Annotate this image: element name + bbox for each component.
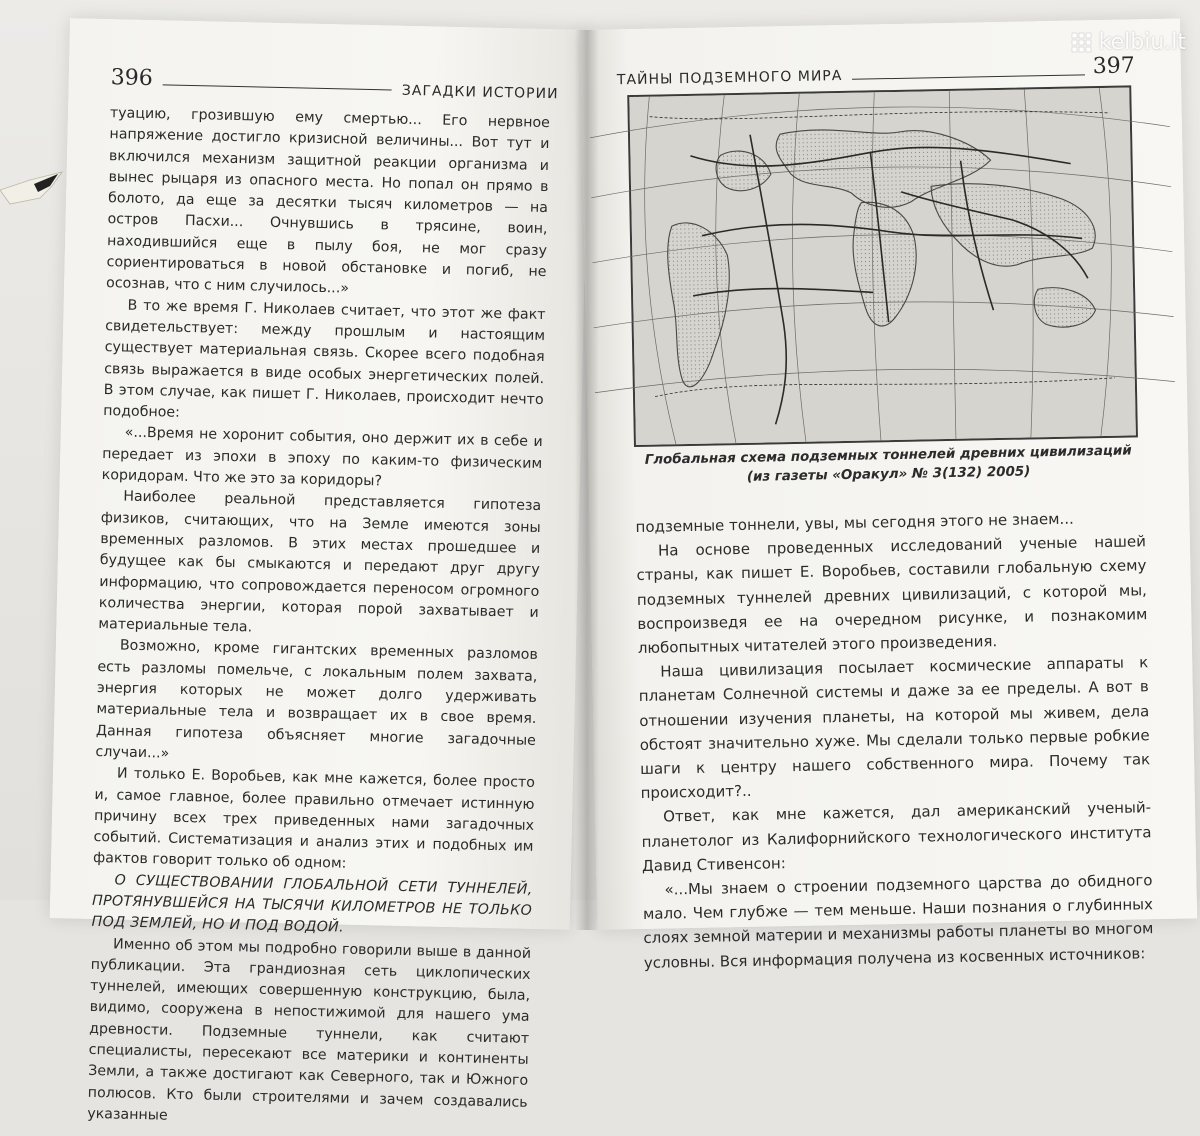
right-running-title: ТАЙНЫ ПОДЗЕМНОГО МИРА — [616, 67, 843, 89]
left-body-text — [87, 103, 550, 1135]
caption-line: (из газеты «Оракул» № 3(132) 2005) — [746, 464, 1031, 485]
caption-line: Глобальная схема подземных тоннелей древних цивилизаций — [644, 443, 1132, 468]
watermark-text: kelbiu.lt — [1098, 30, 1186, 55]
paragraph: подземные тоннели, увы, мы сегодня этого не знаем... — [635, 509, 1074, 537]
left-page-number: 396 — [110, 65, 154, 92]
torn-paper-scrap — [0, 168, 70, 208]
grid-logo-icon — [1071, 32, 1093, 54]
left-page — [50, 18, 590, 1124]
paragraph: И только Е. Воробьев, как мне кажется, более просто и, самое главное, более правильно отмечает истинную причину всех трех приведенных нами загадочных событий. Систематизация и анализ этих и подобных им фактов говорит только об одном: — [92, 765, 536, 873]
paragraph: туацию, грозившую ему смертью... Его нервное напряжение достигло кризисной величины... Вот тут и включился механизм защитной реакции организма и вынес рыцаря из опасного места. Но попал он прямо в болото, да еще за десятки тысяч километров — на остров Пасхи... Очнувшись в трясине, воин, находившийся еще в пылу боя, не мог сразу сориентироваться в новой обстановке и погиб, не осознав, что с ним случилось...» — [105, 105, 551, 297]
right-running-head — [617, 53, 1135, 88]
left-running-title: ЗАГАДКИ ИСТОРИИ — [401, 82, 559, 103]
figure-caption — [628, 441, 1149, 489]
right-body-text — [635, 505, 1154, 975]
left-running-head — [110, 65, 559, 103]
paragraph: Ответ, как мне кажется, дал американский ученый-планетолог из Калифорнийского технологического института Давид Стивенсон: — [641, 798, 1152, 875]
paragraph: Возможно, кроме гигантских временных разломов есть разломы помельче, с локальным полем захвата, энергия которых не может долго удерживать материальные тела и возвращает их в свое время. Данная гипотеза объясняет многие загадочные случаи...» — [95, 637, 538, 762]
paragraph: Наша цивилизация посылает космические аппараты к планетам Солнечной системы и даже за ее пределы. А вот в отношении изучения планеты, на которой мы живем, дела обстоят значительно хуже. Мы сделали только первые робкие шаги к центру нашего собственного мира. Почему так происходит?.. — [638, 653, 1151, 803]
emphasis-paragraph: О СУЩЕСТВОВАНИИ ГЛОБАЛЬНОЙ СЕТИ ТУННЕЛЕЙ, ПРОТЯНУВШЕЙСЯ НА ТЫСЯЧИ КИЛОМЕТРОВ НЕ ТОЛЬКО ПОД ЗЕМЛЕЙ, НО И ПОД ВОДОЙ. — [91, 872, 533, 936]
book-spread — [70, 30, 1200, 1124]
site-watermark — [1071, 30, 1186, 55]
paragraph: «...Время не хоронит события, оно держит их в себе и передает из эпохи в эпоху по каким-то физическим коридорам. Что же это за коридоры? — [101, 425, 543, 490]
paragraph: «...Мы знаем о строении подземного царства до обидного мало. Чем глубже — тем меньше. Наши познания о глубинных слоях земной материи и механизмы работы планеты во многом условны. Вся информация получена из косвенных источников: — [642, 871, 1154, 972]
paragraph: Наиболее реальной представляется гипотеза физиков, считающих, что на Земле имеются зоны временных разломов. В этих местах прошедшее и будущее как бы смыкаются и передают друг другу информацию, что сопровождается переносом огромного количества энергии, которая порой захватывает и материальные тела. — [98, 488, 542, 636]
right-page — [580, 18, 1197, 972]
right-page-number: 397 — [1092, 53, 1136, 80]
paragraph: На основе проведенных исследований ученые нашей страны, как пишет Е. Воробьев, составили глобальную схему подземных туннелей древних цивилизаций, с которой мы, воспроизведя ее на очередном рисунке, и познакомим любопытных читателей этого произведения. — [636, 532, 1148, 658]
header-rule — [163, 84, 392, 90]
paragraph: В то же время Г. Николаев считает, что этот же факт свидетельствует: между прошлым и настоящим существует материальная связь. Скорее всего подобная связь выражается в виде особых энергетических полей. В этом случае, как пишет Г. Николаев, происходит нечто подобное: — [103, 297, 546, 421]
paragraph: Именно об этом мы подробно говорили выше в данной публикации. Эта грандиозная сеть циклопических туннелей, имеющих совершенную конструкцию, была, видимо, сооружена в непостижимой для нашего ума древности. Подземные туннели, как считают специалисты, пересекают все материки и континенты Земли, а также достигают как Северного, так и Южного полюсов. Кто были строителями и зачем создавались указанные — [87, 935, 532, 1124]
header-rule — [852, 74, 1085, 79]
tunnel-map-figure — [627, 85, 1138, 447]
world-map-illustration — [629, 87, 1136, 445]
